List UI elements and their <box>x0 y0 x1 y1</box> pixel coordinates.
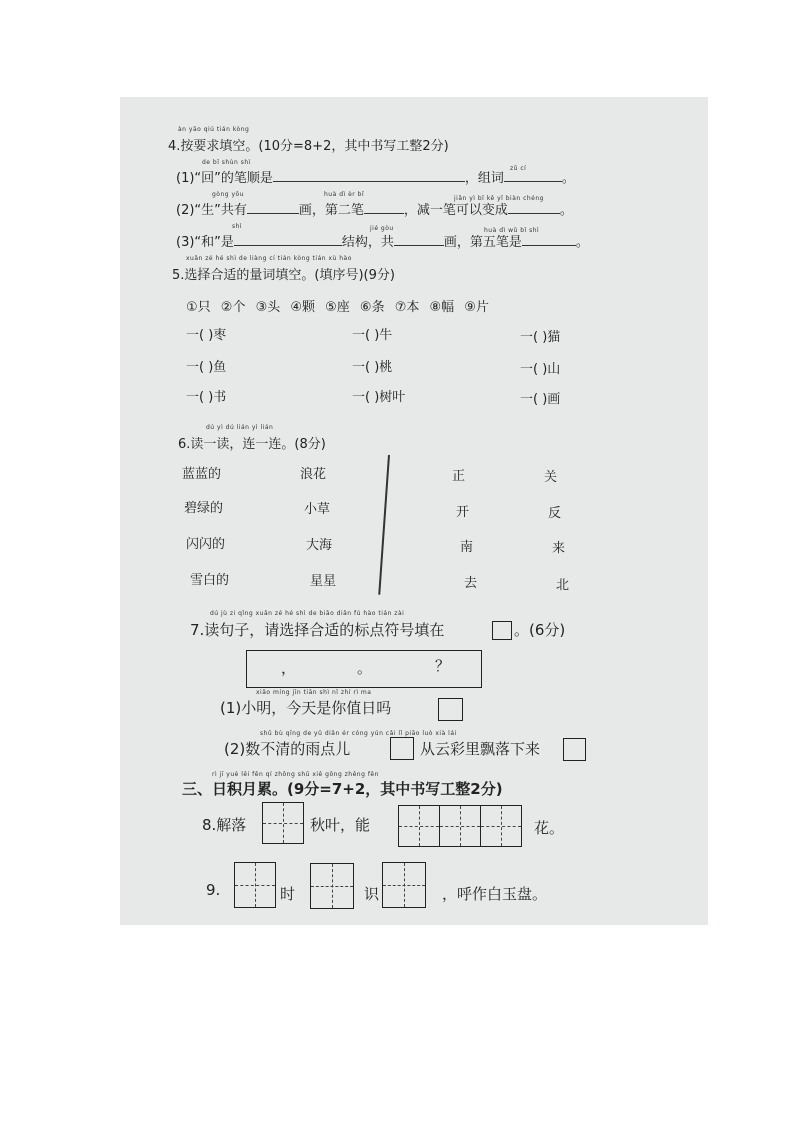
q6-left-1: 蓝蓝的 <box>182 467 222 482</box>
q8-cell[interactable] <box>263 803 303 843</box>
q4-l2-pinyin3: jiǎn yì bǐ kě yǐ biàn chéng <box>454 195 544 202</box>
q4-l3-text-d: 。 <box>575 235 589 250</box>
q4-l3-pinyin2: jié gòu <box>370 225 394 232</box>
q5-title: 5.选择合适的量词填空。(填序号)(9分) <box>172 268 395 283</box>
q6-rb-4: 北 <box>556 578 570 593</box>
q7-s1-box[interactable] <box>438 698 463 721</box>
q9-text-b: 时 <box>280 885 296 903</box>
q5-options: ①只 ②个 ③头 ④颗 ⑤座 ⑥条 ⑦本 ⑧幅 ⑨片 <box>186 300 489 315</box>
q6-rb-1: 关 <box>544 470 558 485</box>
q4-l3-text-a: (3)“和”是 <box>176 235 234 250</box>
q5-r1-c2: 一( )牛 <box>352 328 393 343</box>
q9-text-c: 识 <box>364 885 380 903</box>
q4-line2 <box>176 199 573 218</box>
q4-l1-blank2[interactable] <box>504 169 562 182</box>
q6-ra-4: 去 <box>464 576 478 591</box>
q7-sentence2b: 从云彩里飘落下来 <box>420 740 541 758</box>
q7-s2-pinyin: shǔ bù qīng de yǔ diǎn ér cóng yún cǎi lǐ piāo luò xià lái <box>260 730 457 737</box>
q6-mid-2: 小草 <box>304 502 331 517</box>
q4-l3-blank3[interactable] <box>522 233 576 246</box>
q4-pinyin: àn yāo qiú tián kòng <box>178 126 250 133</box>
q7-s1-pinyin: xiǎo míng jīn tiān shì nǐ zhí rì ma <box>256 689 372 696</box>
q9-text-a: 9. <box>206 881 221 899</box>
sec3-pinyin: rì jī yuè lěi fēn qí zhōng shū xiě gōng zhěng fēn <box>212 771 379 778</box>
q5-r1-c1: 一( )枣 <box>186 328 227 343</box>
q4-l1-text-a: (1)“回”的笔顺是 <box>176 171 273 186</box>
q5-r2-c1: 一( )鱼 <box>186 360 227 375</box>
q4-l3-pinyin1: shì <box>232 223 243 230</box>
q8-grid-3[interactable] <box>398 805 522 847</box>
q8-cell[interactable] <box>399 806 440 846</box>
q9-cell[interactable] <box>311 864 353 908</box>
q7-punct-comma: ， <box>281 659 297 677</box>
q6-ra-1: 正 <box>452 469 466 484</box>
q7-sentence2a: (2)数不清的雨点儿 <box>224 740 351 758</box>
q8-cell[interactable] <box>481 806 521 846</box>
q6-left-2: 碧绿的 <box>184 501 224 516</box>
q4-l3-text-b: 结构，共 <box>341 235 394 250</box>
q6-left-3: 闪闪的 <box>186 537 226 552</box>
q6-pinyin: dú yì dú lián yì lián <box>206 424 274 431</box>
q4-line3 <box>176 231 589 250</box>
q6-divider-line <box>378 455 390 595</box>
q5-pinyin: xuǎn zé hé shì de liàng cí tián kòng tián xù hào <box>186 255 352 262</box>
q4-l2-pinyin2: huà dì èr bǐ <box>324 191 365 198</box>
q4-l2-text-c: ，减一笔可以变成 <box>403 203 508 218</box>
q6-mid-4: 星星 <box>310 574 337 589</box>
q7-s2-box1[interactable] <box>390 737 414 760</box>
q4-l1-text-c: 。 <box>561 171 575 186</box>
q9-cell[interactable] <box>383 863 425 907</box>
q9-cell[interactable] <box>235 863 275 907</box>
q4-l2-text-d: 。 <box>559 203 573 218</box>
q8-text-c: 花。 <box>534 819 565 837</box>
q9-grid-2[interactable] <box>310 863 354 909</box>
q4-l2-text-b: 画，第二笔 <box>298 203 364 218</box>
q7-punct-period: 。 <box>357 659 373 677</box>
q5-r2-c3: 一( )山 <box>520 362 561 377</box>
q6-rb-3: 来 <box>552 541 566 556</box>
q5-r3-c1: 一( )书 <box>186 390 227 405</box>
q4-title: 4.按要求填空。(10分=8+2，其中书写工整2分) <box>168 139 449 154</box>
q9-grid-1[interactable] <box>234 862 276 908</box>
q7-s2-box2[interactable] <box>563 738 586 761</box>
q4-l1-blank1[interactable] <box>273 169 465 182</box>
q6-rb-2: 反 <box>548 506 562 521</box>
q8-cell[interactable] <box>440 806 481 846</box>
q4-l2-blank1[interactable] <box>247 201 299 214</box>
q7-title: 7.读句子，请选择合适的标点符号填在 <box>190 621 445 639</box>
q7-answer-box[interactable] <box>492 621 512 640</box>
q8-text-a: 8.解落 <box>202 816 247 834</box>
q7-punct-box <box>246 650 482 688</box>
q5-r3-c2: 一( )树叶 <box>352 390 406 405</box>
q5-r2-c2: 一( )桃 <box>352 360 393 375</box>
q4-l3-text-c: 画，第五笔是 <box>443 235 522 250</box>
q7-title-end: 。(6分) <box>514 621 566 639</box>
q4-l2-blank2[interactable] <box>364 201 404 214</box>
q5-r1-c3: 一( )猫 <box>520 330 561 345</box>
q6-title: 6.读一读，连一连。(8分) <box>178 437 326 452</box>
q4-l1-text-b: ，组词 <box>464 171 504 186</box>
sec3-title: 三、日积月累。(9分=7+2，其中书写工整2分) <box>182 780 503 798</box>
q8-grid-1[interactable] <box>262 802 304 844</box>
q9-grid-3[interactable] <box>382 862 426 908</box>
q4-line1 <box>176 167 575 186</box>
q4-l2-pinyin1: gòng yǒu <box>212 191 245 198</box>
q6-ra-2: 开 <box>456 505 470 520</box>
q4-l1-pinyin1: de bǐ shùn shì <box>202 159 251 166</box>
q6-mid-1: 浪花 <box>300 467 327 482</box>
q5-r3-c3: 一( )画 <box>520 392 561 407</box>
q4-l3-blank1[interactable] <box>234 233 342 246</box>
q7-sentence1: (1)小明，今天是你值日吗 <box>220 699 392 717</box>
q6-left-4: 雪白的 <box>190 573 230 588</box>
q4-l3-pinyin3: huà dì wǔ bǐ shì <box>484 227 540 234</box>
q7-pinyin: dú jù zi qǐng xuǎn zé hé shì de biāo diǎn fú hào tián zài <box>210 610 405 617</box>
q9-text-d: ，呼作白玉盘。 <box>442 885 548 903</box>
q4-l1-pinyin2: zǔ cí <box>510 165 527 172</box>
q6-mid-3: 大海 <box>306 538 333 553</box>
q6-ra-3: 南 <box>460 540 474 555</box>
worksheet-photo <box>120 97 708 925</box>
q8-text-b: 秋叶，能 <box>310 816 371 834</box>
q4-l2-text-a: (2)“生”共有 <box>176 203 247 218</box>
q4-l2-blank3[interactable] <box>508 201 560 214</box>
q7-punct-question: ？ <box>435 657 451 675</box>
q4-l3-blank2[interactable] <box>394 233 444 246</box>
